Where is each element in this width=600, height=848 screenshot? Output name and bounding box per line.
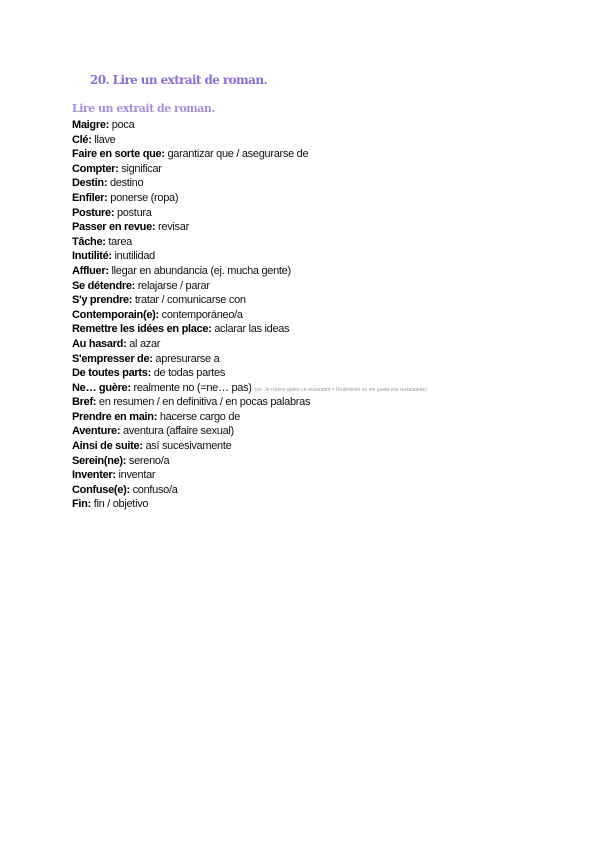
vocabulary-definition: llave — [91, 133, 116, 146]
vocabulary-item — [72, 337, 427, 352]
vocabulary-item — [72, 322, 427, 337]
vocabulary-term: Serein(ne): — [72, 454, 127, 467]
vocabulary-definition: postura — [114, 206, 152, 219]
vocabulary-definition: en resumen / en definitiva / en pocas palabras — [96, 396, 311, 409]
vocabulary-term: Inutilité: — [72, 250, 112, 263]
vocabulary-term: Aventure: — [72, 425, 121, 438]
vocabulary-item — [72, 293, 427, 308]
vocabulary-definition: fin / objetivo — [90, 498, 149, 511]
vocabulary-definition: tratar / comunicarse con — [132, 294, 246, 307]
vocabulary-definition: de todas partes — [150, 367, 226, 380]
vocabulary-item — [72, 468, 427, 483]
vocabulary-term: Posture: — [72, 206, 115, 219]
vocabulary-term: De toutes parts: — [72, 367, 151, 380]
vocabulary-definition: aventura (affaire sexual) — [120, 425, 234, 438]
vocabulary-term: Compter: — [72, 162, 119, 175]
vocabulary-definition: realmente no (=ne… pas) — [130, 381, 252, 394]
vocabulary-item — [72, 497, 427, 512]
vocabulary-item — [72, 206, 427, 221]
vocabulary-item — [72, 147, 427, 162]
vocabulary-item — [72, 235, 427, 250]
vocabulary-definition: apresurarse a — [152, 352, 220, 365]
vocabulary-term: Inventer: — [72, 469, 116, 482]
vocabulary-item — [72, 439, 427, 454]
section-heading: 20. Lire un extrait de roman. — [90, 73, 268, 87]
vocabulary-definition: confuso/a — [129, 483, 178, 496]
vocabulary-definition: hacerse cargo de — [157, 410, 241, 423]
vocabulary-item — [72, 162, 427, 177]
vocabulary-definition: al azar — [126, 337, 161, 350]
vocabulary-term: S'y prendre: — [72, 294, 133, 307]
vocabulary-definition: significar — [118, 162, 162, 175]
vocabulary-item — [72, 249, 427, 264]
vocabulary-definition: inventar — [115, 469, 156, 482]
vocabulary-term: Ne… guère: — [72, 381, 131, 394]
vocabulary-definition: contemporáneo/a — [158, 308, 243, 321]
vocabulary-item — [72, 118, 427, 133]
vocabulary-term: Destin: — [72, 177, 108, 190]
vocabulary-term: Affluer: — [72, 264, 109, 277]
vocabulary-item — [72, 381, 427, 396]
vocabulary-term: Remettre les idées en place: — [72, 323, 212, 336]
vocabulary-term: Confuse(e): — [72, 483, 130, 496]
vocabulary-term: Tâche: — [72, 235, 106, 248]
vocabulary-item — [72, 264, 427, 279]
vocabulary-list — [72, 118, 427, 512]
vocabulary-item — [72, 366, 427, 381]
vocabulary-definition: llegar en abundancia (ej. mucha gente) — [108, 264, 291, 277]
vocabulary-definition: inutilidad — [111, 250, 155, 263]
vocabulary-term: S'empresser de: — [72, 352, 153, 365]
vocabulary-term: Contemporain(e): — [72, 308, 159, 321]
vocabulary-definition: garantizar que / asegurarse de — [164, 148, 309, 161]
vocabulary-term: Passer en revue: — [72, 221, 156, 234]
vocabulary-item — [72, 279, 427, 294]
vocabulary-term: Ainsi de suite: — [72, 440, 143, 453]
vocabulary-term: Maigre: — [72, 119, 110, 131]
vocabulary-definition: sereno/a — [126, 454, 170, 467]
vocabulary-definition: relajarse / parar — [135, 279, 210, 292]
vocabulary-term: Clé: — [72, 133, 92, 146]
vocabulary-example-note: (ex. Je n'aime guère ce restaurant = Realmente no me gusta ese restaurante) — [254, 386, 427, 393]
vocabulary-item — [72, 176, 427, 191]
vocabulary-item — [72, 191, 427, 206]
vocabulary-item — [72, 352, 427, 367]
section-subheading: Lire un extrait de roman. — [72, 102, 215, 115]
vocabulary-term: Faire en sorte que: — [72, 148, 165, 161]
vocabulary-term: Fin: — [72, 498, 91, 511]
vocabulary-definition: tarea — [105, 235, 132, 248]
vocabulary-definition: aclarar las ideas — [211, 323, 290, 336]
vocabulary-definition: revisar — [155, 221, 189, 234]
vocabulary-term: Prendre en main: — [72, 410, 158, 423]
vocabulary-item — [72, 454, 427, 469]
vocabulary-definition: ponerse (ropa) — [107, 191, 179, 204]
vocabulary-definition: así sucesivamente — [142, 440, 232, 453]
vocabulary-item — [72, 424, 427, 439]
vocabulary-term: Se détendre: — [72, 279, 136, 292]
vocabulary-term: Bref: — [72, 396, 97, 409]
vocabulary-item — [72, 395, 427, 410]
vocabulary-item — [72, 410, 427, 425]
vocabulary-item — [72, 308, 427, 323]
vocabulary-definition: destino — [107, 177, 144, 190]
vocabulary-item — [72, 483, 427, 498]
vocabulary-term: Au hasard: — [72, 337, 127, 350]
vocabulary-item — [72, 133, 427, 148]
vocabulary-item — [72, 220, 427, 235]
vocabulary-definition: poca — [109, 119, 135, 131]
vocabulary-term: Enfiler: — [72, 191, 108, 204]
